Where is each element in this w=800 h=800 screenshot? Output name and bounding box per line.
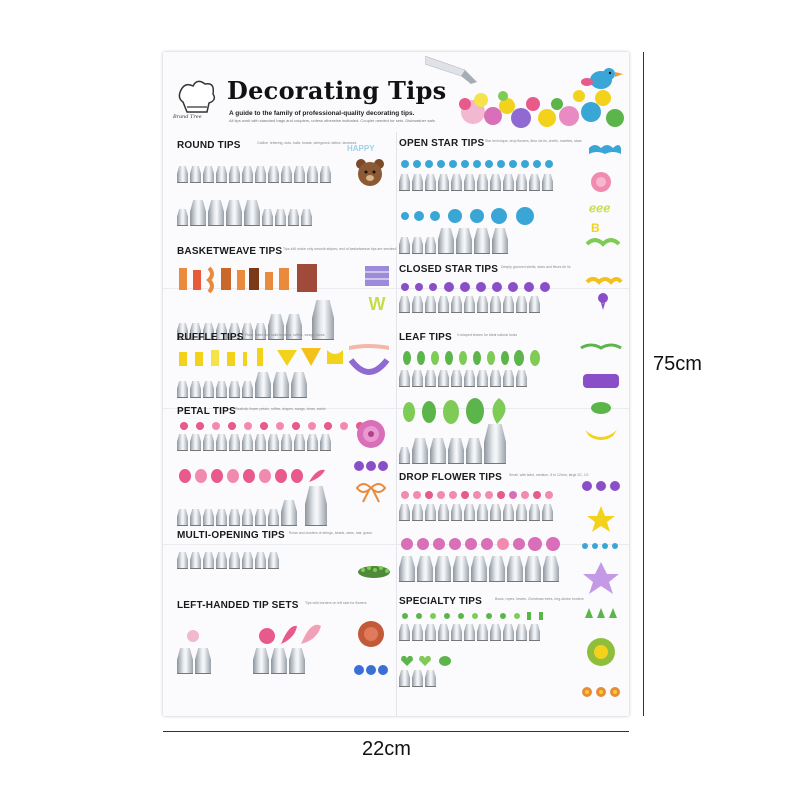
- piping-tip: [275, 209, 286, 226]
- piping-tip: [490, 624, 501, 641]
- piping-tip: [490, 174, 501, 191]
- piping-tip: [294, 434, 305, 451]
- piping-tip: [490, 296, 501, 313]
- section-description: Realistic flower petals, ruffles, drapes, swags, bows, swirls: [235, 407, 326, 411]
- piping-tip: [412, 296, 423, 313]
- piping-tip: [273, 372, 289, 398]
- piping-tip: [412, 504, 423, 521]
- tip-row: [399, 174, 553, 191]
- piping-tip: [262, 209, 273, 226]
- piping-tip: [484, 424, 506, 464]
- basketweave-tips-section: [177, 246, 397, 326]
- poster-subtitle-small: All tips work with standard bags and couplers, unless otherwise indicated. Coupler needed for sets. Dishwasher safe.: [229, 118, 436, 123]
- tip-row: [399, 296, 540, 313]
- piping-tip: [255, 372, 271, 398]
- piping-tip: [503, 370, 514, 387]
- star-samples-art: [399, 156, 559, 172]
- tip-row: [399, 670, 436, 687]
- piping-tip: [438, 228, 454, 254]
- large-drop-flower-samples-art: [399, 534, 569, 554]
- specialty-samples-art: [399, 610, 569, 622]
- left-handed-petals-art: [177, 622, 327, 646]
- leaf-decorations-art: [579, 340, 623, 450]
- piping-tip: [448, 438, 464, 464]
- piping-tip: [490, 504, 501, 521]
- piping-tip: [503, 296, 514, 313]
- piping-tip: [399, 447, 410, 464]
- piping-tip: [412, 438, 428, 464]
- drop-flower-decorations-art: [579, 476, 623, 596]
- width-label: 22cm: [362, 738, 411, 760]
- basket-weave-art: [363, 264, 391, 324]
- piping-tip: [177, 552, 188, 569]
- height-label: 75cm: [653, 353, 702, 375]
- piping-tip: [438, 370, 449, 387]
- piping-tip: [451, 296, 462, 313]
- piping-tip: [516, 370, 527, 387]
- piping-tip: [451, 174, 462, 191]
- piping-tip: [229, 381, 240, 398]
- piping-tip: [268, 166, 279, 183]
- piping-tip: [451, 504, 462, 521]
- piping-tip: [542, 174, 553, 191]
- petal-sample: [212, 422, 220, 430]
- section-description: V-shaped leaves for ideal natural looks: [457, 333, 518, 337]
- ruffle-tips-section: [177, 332, 392, 402]
- closed-star-samples-art: [399, 280, 559, 294]
- piping-tip: [177, 381, 188, 398]
- section-title: OPEN STAR TIPS: [399, 138, 485, 149]
- section-description: Plain, fluted and solid borders, ruffles, swags, bows: [245, 333, 325, 337]
- poster-header: [163, 52, 629, 132]
- poster-title: Decorating Tips: [227, 76, 447, 105]
- piping-tip: [425, 624, 436, 641]
- piping-tip: [203, 381, 214, 398]
- piping-tip: [399, 504, 410, 521]
- piping-tip: [438, 624, 449, 641]
- piping-tip: [203, 434, 214, 451]
- piping-tip: [216, 509, 227, 526]
- piping-tip: [307, 166, 318, 183]
- section-title: CLOSED STAR TIPS: [399, 264, 499, 275]
- petal-sample: [228, 422, 236, 430]
- section-description: Deeply grooved shells, stars and fleurs de lis: [501, 265, 571, 269]
- piping-tip: [190, 552, 201, 569]
- piping-tip: [320, 166, 331, 183]
- round-tips-section: [177, 140, 392, 230]
- piping-tip: [203, 166, 214, 183]
- piping-tip: [425, 174, 436, 191]
- piping-tip: [477, 370, 488, 387]
- piping-tip: [451, 370, 462, 387]
- piping-tip: [203, 509, 214, 526]
- piping-tip: [438, 174, 449, 191]
- piping-tip: [492, 228, 508, 254]
- left-handed-tips-section: [177, 600, 392, 710]
- piping-tip: [195, 648, 211, 674]
- ruffle-samples-art: [177, 346, 347, 368]
- decorating-tips-poster: [163, 52, 629, 716]
- specialty-tips-section: [399, 596, 624, 712]
- petal-sample: [260, 422, 268, 430]
- piping-tip: [177, 166, 188, 183]
- basketweave-samples-art: [177, 264, 327, 294]
- section-description: Tips with borders on left side for flowers: [305, 601, 367, 605]
- star-flower-samples-art: [399, 206, 549, 226]
- piping-tip: [216, 166, 227, 183]
- tip-row: [177, 166, 331, 183]
- piping-tip: [281, 166, 292, 183]
- section-title: SPECIALTY TIPS: [399, 596, 483, 607]
- piping-tip: [288, 209, 299, 226]
- piping-tip: [226, 200, 242, 226]
- piping-tip: [399, 174, 410, 191]
- piping-tip: [503, 624, 514, 641]
- piping-tip: [229, 166, 240, 183]
- piping-tip: [425, 237, 436, 254]
- piping-tip: [177, 648, 193, 674]
- piping-tip: [477, 296, 488, 313]
- tip-row: [399, 504, 553, 521]
- tip-row: [177, 434, 331, 451]
- piping-tip: [190, 200, 206, 226]
- svg-text:ℯℯℯ: ℯℯℯ: [589, 201, 611, 215]
- piping-tip: [289, 648, 305, 674]
- piping-tip: [242, 434, 253, 451]
- petal-tips-section: [177, 406, 392, 526]
- svg-text:W: W: [368, 294, 386, 314]
- piping-tip: [466, 438, 482, 464]
- brand-name: Brand Tree: [173, 114, 202, 120]
- piping-tip: [208, 200, 224, 226]
- fold-line: [396, 132, 397, 716]
- piping-tip: [177, 209, 188, 226]
- section-description: Tips #46 make only smooth stripes; rest of basketweave tips are serrated: [283, 247, 397, 251]
- piping-tip: [543, 556, 559, 582]
- piping-tip: [490, 370, 501, 387]
- piping-tip: [477, 504, 488, 521]
- piping-tip: [307, 434, 318, 451]
- rose-and-bow-art: [351, 418, 391, 518]
- piping-tip: [464, 504, 475, 521]
- poster-subtitle: A guide to the family of professional-quality decorating tips.: [229, 110, 415, 117]
- piping-tip: [529, 624, 540, 641]
- piping-tip: [294, 166, 305, 183]
- piping-tip: [255, 434, 266, 451]
- piping-tip: [399, 556, 415, 582]
- piping-tip: [253, 648, 269, 674]
- tip-row: [399, 370, 527, 387]
- closed-star-decorations-art: [585, 274, 623, 314]
- petal-sample: [276, 422, 284, 430]
- piping-tip: [268, 509, 279, 526]
- tip-row: [399, 228, 508, 254]
- piping-tip: [516, 174, 527, 191]
- petal-sample: [180, 422, 188, 430]
- piping-tip: [216, 381, 227, 398]
- piping-tip: [477, 624, 488, 641]
- leaf-tips-section: [399, 332, 624, 452]
- piping-tip: [425, 504, 436, 521]
- closed-star-tips-section: [399, 264, 624, 330]
- section-title: LEAF TIPS: [399, 332, 452, 343]
- tip-row: [399, 556, 559, 582]
- piping-tip: [529, 174, 540, 191]
- multi-opening-tips-section: [177, 530, 392, 594]
- section-description: Outline, lettering, dots, balls, beads, stringwork, lattice, lacework: [257, 141, 357, 145]
- piping-tip: [177, 434, 188, 451]
- piping-tip: [229, 552, 240, 569]
- open-star-tips-section: [399, 138, 624, 258]
- piping-tip: [301, 209, 312, 226]
- piping-tip: [453, 556, 469, 582]
- tip-row: [177, 486, 327, 526]
- piping-tip: [503, 504, 514, 521]
- piping-tip: [255, 509, 266, 526]
- piping-tip: [464, 174, 475, 191]
- piping-tip: [268, 552, 279, 569]
- piping-tip: [435, 556, 451, 582]
- piping-tip: [456, 228, 472, 254]
- piping-tip: [203, 552, 214, 569]
- piping-tip: [242, 381, 253, 398]
- rose-flower-art: [351, 618, 391, 688]
- piping-tip: [177, 509, 188, 526]
- section-title: DROP FLOWER TIPS: [399, 472, 503, 483]
- section-title: PETAL TIPS: [177, 406, 236, 417]
- piping-tip: [229, 434, 240, 451]
- piping-tip: [242, 552, 253, 569]
- piping-tip: [255, 552, 266, 569]
- petal-sample: [340, 422, 348, 430]
- piping-tip: [271, 648, 287, 674]
- piping-tip: [525, 556, 541, 582]
- piping-tip: [229, 509, 240, 526]
- piping-tip: [489, 556, 505, 582]
- leaf-samples-art: [399, 348, 559, 368]
- piping-tip: [425, 296, 436, 313]
- drop-flower-tips-section: [399, 472, 624, 598]
- section-description: Bows, ropes, hearts, Christmas trees, ring-stroke borders: [495, 597, 584, 601]
- piping-tip: [281, 434, 292, 451]
- piping-tip: [216, 552, 227, 569]
- piping-tip: [477, 174, 488, 191]
- piping-tip: [464, 624, 475, 641]
- large-leaf-samples-art: [399, 396, 519, 426]
- specialty-decorations-art: [579, 604, 623, 708]
- happy-lettering: HAPPY: [347, 144, 375, 153]
- piping-tip: [281, 500, 297, 526]
- piping-tip: [529, 504, 540, 521]
- piping-tip: [216, 434, 227, 451]
- cupcake-decoration-art: [451, 60, 629, 132]
- piping-tip: [464, 370, 475, 387]
- bear-face-icon: [355, 158, 385, 188]
- piping-tip: [438, 504, 449, 521]
- section-title: ROUND TIPS: [177, 140, 241, 151]
- petal-sample: [324, 422, 332, 430]
- piping-tip: [412, 370, 423, 387]
- piping-tip: [516, 624, 527, 641]
- piping-tip: [320, 434, 331, 451]
- section-description: Small, with twist, medium, 5 to 12mm, large 2C, 1G: [509, 473, 589, 477]
- piping-tip: [471, 556, 487, 582]
- piping-tip: [399, 237, 410, 254]
- piping-tip: [542, 504, 553, 521]
- drop-flower-samples-art: [399, 488, 569, 502]
- piping-tip: [417, 556, 433, 582]
- piping-tip: [464, 296, 475, 313]
- piping-tip: [503, 174, 514, 191]
- tip-row: [177, 552, 279, 569]
- piping-tip: [399, 296, 410, 313]
- piping-tip: [242, 166, 253, 183]
- piping-tip: [412, 237, 423, 254]
- section-description: Rows and clusters of strings, beads, stars, hair, grass: [289, 531, 372, 535]
- piping-tip: [507, 556, 523, 582]
- petal-sample: [196, 422, 204, 430]
- piping-tip: [399, 624, 410, 641]
- piping-tip: [190, 434, 201, 451]
- petal-dots-row: [177, 422, 367, 430]
- piping-tip: [291, 372, 307, 398]
- piping-tip: [516, 296, 527, 313]
- piping-tip: [430, 438, 446, 464]
- piping-tip: [190, 381, 201, 398]
- piping-tip: [412, 670, 423, 687]
- piping-tip: [244, 200, 260, 226]
- section-description: Star technique, drop flowers, fleur-de-lis, shells, rosettes, stars: [485, 139, 582, 143]
- heart-samples-art: [399, 654, 459, 668]
- piping-tip: [412, 174, 423, 191]
- piping-tip: [399, 370, 410, 387]
- piping-tip: [529, 296, 540, 313]
- petal-sample: [292, 422, 300, 430]
- tip-row: [177, 200, 312, 226]
- piping-tip: [255, 166, 266, 183]
- piping-tip: [425, 670, 436, 687]
- piping-tip: [451, 624, 462, 641]
- ruffle-swag-art: [347, 340, 391, 384]
- piping-tip: [438, 296, 449, 313]
- piping-tip: [399, 670, 410, 687]
- height-dimension-line: [643, 52, 644, 716]
- width-dimension-line: [163, 731, 629, 732]
- piping-tip: [305, 486, 327, 526]
- grass-sample-art: [357, 564, 391, 578]
- piping-tip: [242, 509, 253, 526]
- piping-tip: [190, 166, 201, 183]
- petal-sample: [308, 422, 316, 430]
- piping-tip: [190, 509, 201, 526]
- section-title: BASKETWEAVE TIPS: [177, 246, 283, 257]
- tip-row: [399, 424, 506, 464]
- piping-tip: [425, 370, 436, 387]
- section-title: LEFT-HANDED TIP SETS: [177, 600, 299, 611]
- section-title: MULTI-OPENING TIPS: [177, 530, 285, 541]
- piping-tip: [412, 624, 423, 641]
- piping-tip: [268, 434, 279, 451]
- tip-row: [177, 372, 307, 398]
- piping-tip: [474, 228, 490, 254]
- tip-row: [399, 624, 540, 641]
- piping-tip: [516, 504, 527, 521]
- large-petal-samples-art: [177, 468, 327, 484]
- open-star-decorations-art: [585, 140, 623, 256]
- svg-text:B: B: [591, 221, 600, 235]
- petal-sample: [244, 422, 252, 430]
- section-title: RUFFLE TIPS: [177, 332, 244, 343]
- tip-row: [177, 648, 305, 674]
